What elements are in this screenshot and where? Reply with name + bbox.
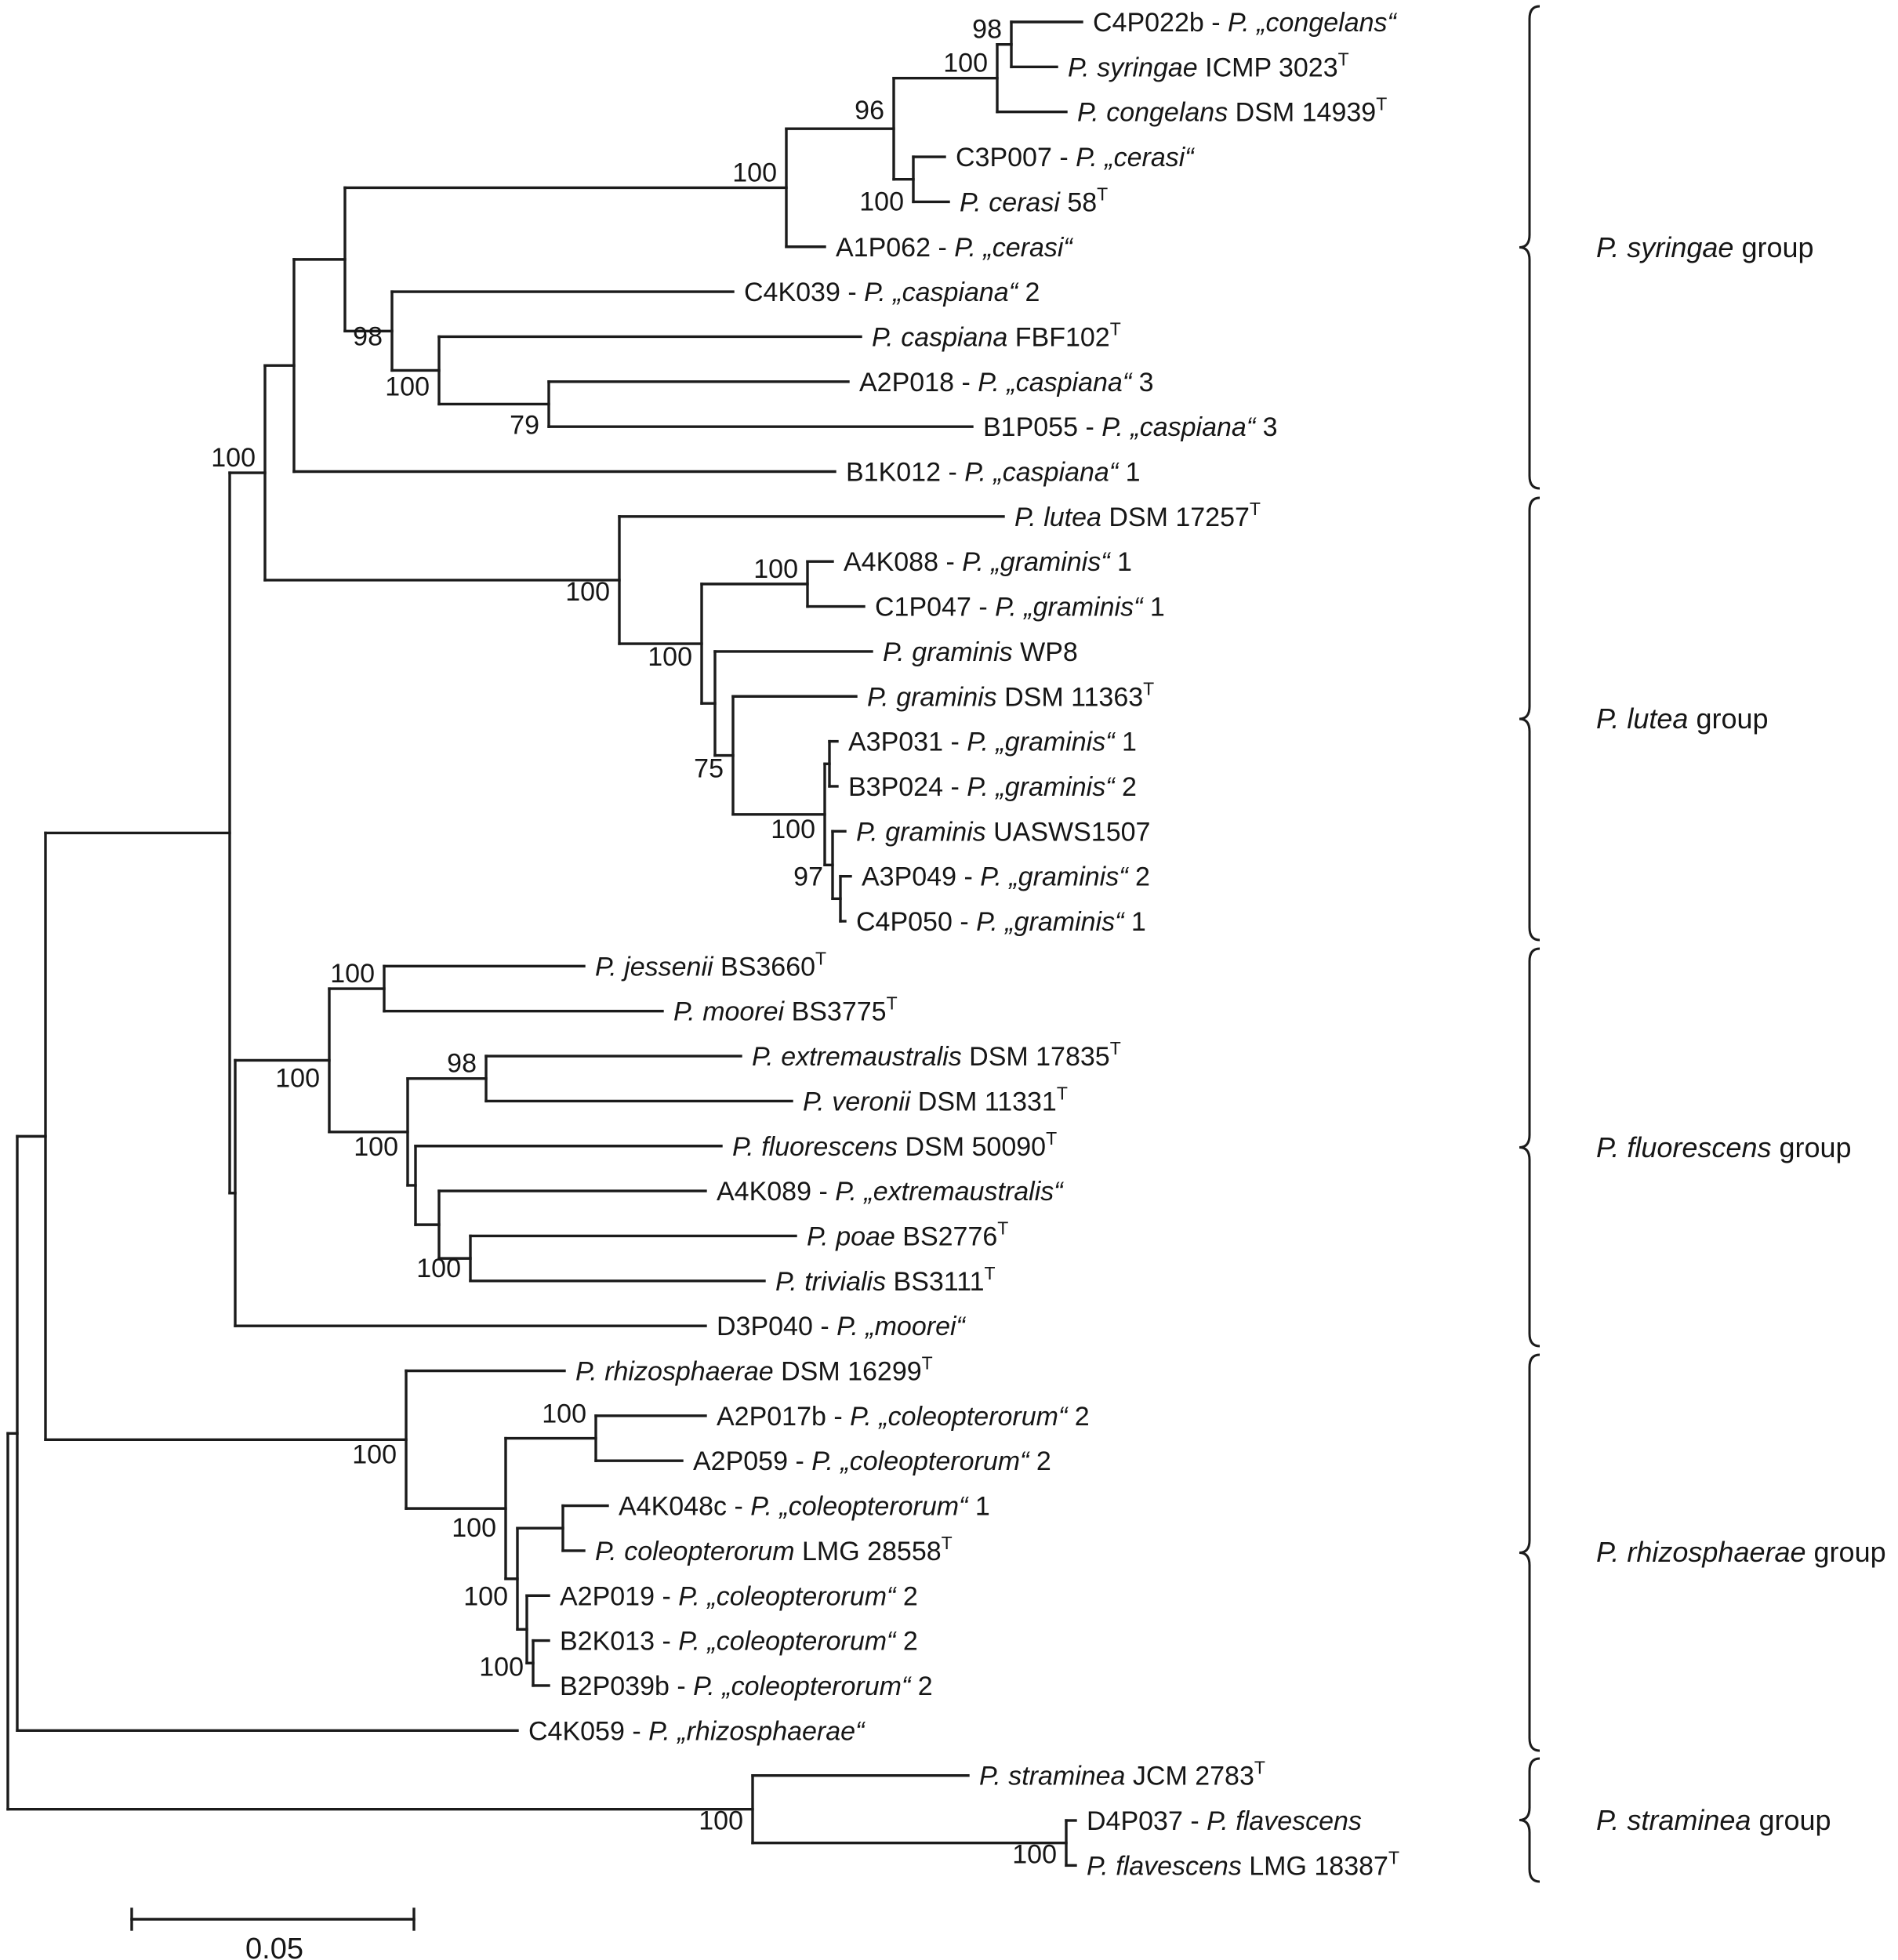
bootstrap-value: 98 <box>447 1048 477 1079</box>
bootstrap-value: 100 <box>452 1513 496 1544</box>
taxon-label: B3P024 - P. „graminis“ 2 <box>848 771 1137 802</box>
taxon-label: C3P007 - P. „cerasi“ <box>956 143 1194 173</box>
group-label: P. rhizosphaerae group <box>1596 1536 1886 1568</box>
group-label: P. fluorescens group <box>1596 1131 1852 1163</box>
tip-labels <box>528 8 1399 1881</box>
group-bracket <box>1519 1355 1540 1751</box>
taxon-label: P. extremaustralis DSM $17835^T$ <box>752 1038 1121 1073</box>
taxon-label: B1P055 - P. „caspiana“ 3 <box>983 412 1278 443</box>
taxon-label: A2P059 - P. „coleopterorum“ 2 <box>693 1446 1051 1477</box>
lutea-group <box>1519 498 1769 940</box>
taxon-label: P. congelans DSM $14939^T$ <box>1077 93 1388 128</box>
bootstrap-value: 100 <box>463 1581 508 1612</box>
taxon-label: P. veronii DSM $11331^T$ <box>803 1083 1068 1117</box>
taxon-label: D4P037 - P. flavescens <box>1087 1806 1362 1836</box>
taxon-label: A2P018 - P. „caspiana“ 3 <box>859 367 1154 397</box>
taxon-label: B2K013 - P. „coleopterorum“ 2 <box>560 1626 918 1657</box>
taxon-label: C4K039 - P. „caspiana“ 2 <box>744 278 1040 308</box>
taxon-label: A1P062 - P. „cerasi“ <box>836 232 1072 263</box>
bootstrap-value: 100 <box>648 642 692 673</box>
taxon-label: P. coleopterorum LMG $28558^T$ <box>595 1532 953 1566</box>
syringae-group <box>1519 6 1814 488</box>
taxon-label: A4K048c - P. „coleopterorum“ 1 <box>619 1491 990 1522</box>
taxon-label: P. fluorescens DSM $50090^T$ <box>732 1127 1058 1162</box>
group-annotations <box>1519 6 1886 1882</box>
taxon-label: B2P039b - P. „coleopterorum“ 2 <box>560 1671 933 1701</box>
bootstrap-value: 100 <box>211 443 256 474</box>
taxon-label: A4K089 - P. „extremaustralis“ <box>717 1177 1063 1207</box>
scale-bar-value: 0.05 <box>245 1933 303 1960</box>
bootstrap-value: 98 <box>353 321 383 352</box>
taxon-label: C4P022b - P. „congelans“ <box>1093 8 1396 38</box>
bootstrap-value: 75 <box>694 753 724 784</box>
bootstrap-value: 100 <box>416 1254 461 1284</box>
taxon-label: A3P049 - P. „graminis“ 2 <box>862 862 1150 892</box>
taxon-label: D3P040 - P. „moorei“ <box>717 1312 965 1342</box>
bootstrap-value: 100 <box>753 554 798 584</box>
group-label: P. lutea group <box>1596 702 1769 735</box>
group-label: P. straminea group <box>1596 1804 1831 1836</box>
bootstrap-value: 79 <box>510 410 539 441</box>
taxon-label: A3P031 - P. „graminis“ 1 <box>848 727 1137 757</box>
rhizosphaerae-group <box>1519 1355 1886 1751</box>
straminea-group <box>1519 1759 1831 1882</box>
group-bracket <box>1519 498 1540 940</box>
taxon-label: P. graminis WP8 <box>883 637 1078 667</box>
taxon-label: P. flavescens LMG $18387^T$ <box>1087 1847 1400 1882</box>
taxon-label: A2P017b - P. „coleopterorum“ 2 <box>717 1401 1090 1432</box>
group-bracket <box>1519 1759 1540 1882</box>
bootstrap-value: 100 <box>1012 1839 1057 1870</box>
taxon-label: P. caspiana $FBF102^T$ <box>872 318 1121 353</box>
group-bracket <box>1519 6 1540 488</box>
taxon-label: B1K012 - P. „caspiana“ 1 <box>846 457 1141 488</box>
taxon-label: A2P019 - P. „coleopterorum“ 2 <box>560 1581 918 1612</box>
taxon-label: P. trivialis $BS3111^T$ <box>775 1262 996 1297</box>
scale-bar <box>132 1909 414 1960</box>
taxon-label: P. cerasi $58^T$ <box>960 183 1109 218</box>
taxon-label: P. syringae ICMP $3023^T$ <box>1068 49 1349 83</box>
fluorescens-group <box>1519 949 1852 1346</box>
taxon-label: P. straminea JCM $2783^T$ <box>979 1757 1265 1791</box>
bootstrap-value: 100 <box>542 1399 586 1429</box>
taxon-label: P. jessenii $BS3660^T$ <box>595 948 827 982</box>
bootstrap-value: 100 <box>354 1131 398 1162</box>
bootstrap-value: 97 <box>793 862 823 892</box>
bootstrap-value: 100 <box>565 576 610 607</box>
bootstrap-value: 100 <box>352 1439 397 1470</box>
group-bracket <box>1519 949 1540 1346</box>
taxon-label: C1P047 - P. „graminis“ 1 <box>875 592 1165 622</box>
taxon-label: C4P050 - P. „graminis“ 1 <box>856 907 1146 937</box>
taxon-label: P. moorei $BS3775^T$ <box>673 993 898 1027</box>
bootstrap-value: 100 <box>385 372 430 402</box>
taxon-label: P. poae $BS2776^T$ <box>807 1218 1009 1252</box>
bootstrap-value: 100 <box>771 814 815 844</box>
taxon-label: P. lutea DSM $17257^T$ <box>1014 498 1261 532</box>
bootstrap-value: 100 <box>330 959 375 989</box>
bootstrap-value: 100 <box>943 48 988 78</box>
taxon-label: P. graminis DSM $11363^T$ <box>867 678 1155 713</box>
bootstrap-value: 100 <box>275 1063 320 1094</box>
taxon-label: A4K088 - P. „graminis“ 1 <box>844 547 1132 578</box>
bootstrap-value: 96 <box>855 96 884 126</box>
bootstrap-value: 100 <box>479 1652 524 1682</box>
bootstrap-value: 98 <box>972 14 1002 45</box>
taxon-label: P. rhizosphaerae DSM $16299^T$ <box>575 1352 933 1387</box>
bootstrap-value: 100 <box>699 1806 743 1836</box>
bootstrap-value: 100 <box>732 158 777 188</box>
group-label: P. syringae group <box>1596 231 1814 263</box>
taxon-label: C4K059 - P. „rhizosphaerae“ <box>528 1716 865 1747</box>
bootstrap-value: 100 <box>859 187 904 217</box>
taxon-label: P. graminis UASWS1507 <box>856 817 1151 848</box>
